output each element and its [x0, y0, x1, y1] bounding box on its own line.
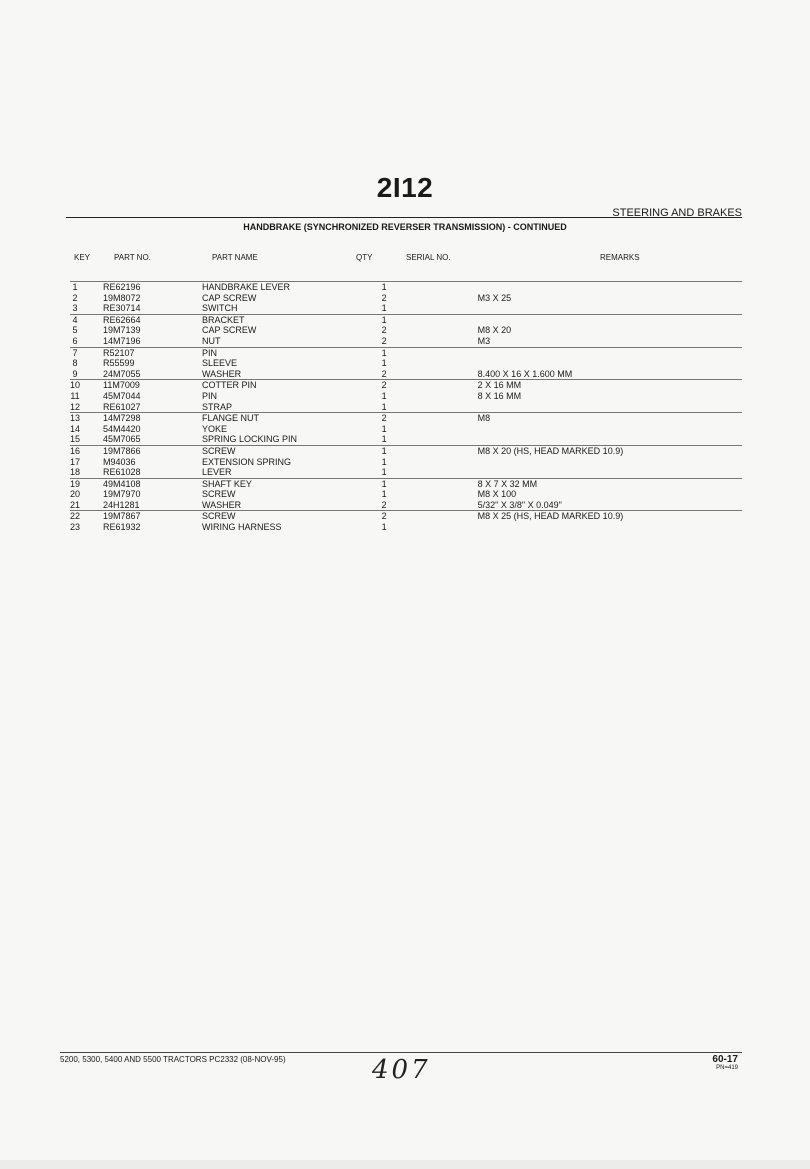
- cell-serial: [390, 314, 478, 325]
- cell-part-no: 19M7867: [80, 511, 202, 522]
- cell-remarks: M8 X 100: [477, 489, 517, 500]
- column-header-part-no: PART NO.: [114, 253, 151, 262]
- cell-serial: [390, 489, 478, 500]
- cell-remarks: [478, 402, 742, 413]
- cell-qty: 2: [381, 292, 387, 303]
- cell-serial: [390, 413, 478, 424]
- cell-name: SHAFT KEY: [202, 478, 378, 489]
- table-row: [70, 500, 742, 511]
- cell-part-no: M94036: [103, 456, 136, 467]
- cell-remarks: [478, 522, 742, 533]
- table-row: [70, 369, 742, 380]
- table-row: [70, 336, 742, 347]
- table-row: [70, 391, 742, 402]
- cell-qty: 1: [381, 423, 387, 434]
- table-row: [70, 489, 742, 500]
- table-row: [70, 478, 742, 489]
- table-row: [70, 457, 742, 468]
- table-row: [70, 303, 742, 314]
- cell-key: 5: [72, 325, 78, 336]
- cell-key: 3: [72, 303, 78, 314]
- cell-key: 14: [70, 423, 81, 434]
- cell-key: 22: [70, 511, 81, 522]
- cell-part-no: 19M7970: [103, 489, 141, 500]
- cell-serial: [390, 325, 478, 336]
- cell-key: 2: [72, 292, 78, 303]
- cell-serial: [390, 293, 478, 304]
- cell-qty: 2: [378, 511, 389, 522]
- header-rule: [66, 217, 742, 218]
- cell-key: 11: [70, 390, 80, 401]
- cell-qty: 2: [381, 335, 387, 346]
- cell-remarks: M3: [477, 335, 491, 346]
- cell-key: 21: [70, 499, 81, 510]
- cell-part-no: RE61027: [103, 401, 141, 412]
- cell-key: 23: [70, 522, 81, 533]
- column-header-part-name: PART NAME: [212, 253, 258, 262]
- cell-name: SCREW: [202, 489, 236, 500]
- cell-serial: [390, 369, 478, 380]
- cell-name: STRAP: [202, 401, 233, 412]
- cell-serial: [390, 445, 478, 456]
- cell-key: 18: [70, 467, 81, 478]
- cell-part-no: RE62196: [80, 282, 202, 293]
- table-row: [70, 402, 742, 413]
- scan-edge: [0, 1160, 810, 1169]
- cell-name: HANDBRAKE LEVER: [202, 282, 378, 293]
- table-row: [70, 293, 742, 304]
- cell-remarks: [478, 347, 742, 358]
- cell-serial: [390, 358, 478, 369]
- cell-part-no: 19M7866: [80, 445, 202, 456]
- handwritten-page-number: 407: [372, 1055, 431, 1085]
- cell-serial: [390, 282, 478, 293]
- cell-serial: [390, 424, 478, 435]
- cell-remarks: 8 X 7 X 32 MM: [478, 478, 742, 489]
- cell-name: PIN: [202, 347, 378, 358]
- cell-key: 16: [70, 445, 81, 456]
- pn-number: PN=419: [716, 1065, 738, 1071]
- cell-part-no: 49M4108: [80, 478, 202, 489]
- cell-name: BRACKET: [202, 314, 378, 325]
- cell-remarks: 2 X 16 MM: [478, 380, 742, 391]
- cell-remarks: 8 X 16 MM: [477, 390, 522, 401]
- cell-remarks: M8: [478, 413, 742, 424]
- cell-qty: 1: [381, 522, 387, 533]
- cell-qty: 1: [381, 390, 387, 401]
- section-number: 2I12: [376, 172, 434, 203]
- cell-name: SWITCH: [202, 303, 238, 314]
- table-row: [70, 347, 742, 358]
- footer-rule: [60, 1052, 742, 1053]
- cell-qty: 2: [378, 413, 389, 424]
- cell-part-no: RE62664: [80, 314, 202, 325]
- cell-qty: 1: [381, 434, 387, 445]
- cell-part-no: 45M7044: [103, 390, 141, 401]
- cell-name: SCREW: [202, 445, 378, 456]
- table-row: [70, 424, 742, 435]
- cell-remarks: M8 X 20 (HS, HEAD MARKED 10.9): [478, 445, 742, 456]
- cell-key: 15: [70, 434, 81, 445]
- table-row: [70, 467, 742, 478]
- cell-serial: [390, 478, 478, 489]
- cell-name: WASHER: [202, 368, 242, 379]
- cell-remarks: [478, 303, 742, 314]
- section-title: STEERING AND BRAKES: [612, 207, 742, 219]
- cell-key: 8: [72, 358, 78, 369]
- table-row: [70, 522, 742, 533]
- page-number: 60-17: [712, 1054, 738, 1065]
- cell-part-no: R55599: [103, 358, 135, 369]
- cell-qty: 1: [378, 347, 389, 358]
- cell-remarks: M8 X 20: [477, 325, 512, 336]
- cell-name: COTTER PIN: [202, 380, 378, 391]
- cell-key: 10: [70, 380, 81, 391]
- cell-name: SPRING LOCKING PIN: [202, 434, 298, 445]
- cell-remarks: [478, 358, 742, 369]
- parts-table: [70, 281, 742, 533]
- table-row: [70, 380, 742, 391]
- cell-name: EXTENSION SPRING: [202, 456, 292, 467]
- cell-part-no: RE61932: [103, 522, 141, 533]
- cell-serial: [390, 336, 478, 347]
- cell-name: YOKE: [202, 423, 228, 434]
- column-header-serial-no: SERIAL NO.: [406, 253, 451, 262]
- cell-qty: 2: [381, 325, 387, 336]
- cell-serial: [390, 511, 478, 522]
- cell-remarks: 8.400 X 16 X 1.600 MM: [477, 368, 573, 379]
- cell-name: NUT: [202, 335, 221, 346]
- cell-remarks: [478, 457, 742, 468]
- cell-key: 4: [70, 314, 80, 325]
- cell-key: 13: [70, 413, 81, 424]
- cell-qty: 1: [381, 358, 387, 369]
- cell-key: 12: [70, 401, 81, 412]
- table-row: [70, 314, 742, 325]
- cell-key: 20: [70, 489, 81, 500]
- cell-serial: [390, 391, 478, 402]
- table-row: [70, 434, 742, 445]
- cell-serial: [390, 303, 478, 314]
- cell-qty: 1: [378, 314, 389, 325]
- cell-remarks: [478, 282, 742, 293]
- cell-name: WASHER: [202, 499, 242, 510]
- cell-qty: 1: [378, 478, 389, 489]
- column-header-key: KEY: [74, 253, 91, 262]
- cell-part-no: 14M7196: [103, 335, 141, 346]
- cell-part-no: 19M8072: [103, 292, 141, 303]
- cell-serial: [390, 467, 478, 478]
- cell-part-no: 54M4420: [103, 423, 141, 434]
- cell-part-no: 24H1281: [103, 499, 140, 510]
- cell-remarks: M3 X 25: [477, 292, 512, 303]
- table-row: [70, 511, 742, 522]
- cell-name: FLANGE NUT: [202, 413, 378, 424]
- cell-serial: [390, 380, 478, 391]
- cell-key: 19: [70, 478, 81, 489]
- table-row: [70, 282, 742, 293]
- cell-qty: 2: [381, 499, 387, 510]
- cell-part-no: 45M7065: [103, 434, 141, 445]
- cell-key: 17: [70, 456, 81, 467]
- cell-name: SCREW: [202, 511, 378, 522]
- cell-part-no: 24M7055: [103, 368, 141, 379]
- cell-serial: [390, 457, 478, 468]
- table-row: [70, 358, 742, 369]
- cell-part-no: R52107: [80, 347, 202, 358]
- cell-part-no: 14M7298: [80, 413, 202, 424]
- cell-name: CAP SCREW: [202, 292, 257, 303]
- cell-key: 9: [72, 368, 78, 379]
- cell-remarks: 5/32" X 3/8" X 0.049": [477, 499, 562, 510]
- cell-remarks: [478, 434, 742, 445]
- cell-part-no: RE30714: [103, 303, 141, 314]
- cell-remarks: [478, 467, 742, 478]
- cell-serial: [390, 434, 478, 445]
- cell-qty: 1: [378, 445, 389, 456]
- cell-qty: 2: [378, 380, 389, 391]
- cell-key: 1: [70, 282, 80, 293]
- cell-qty: 1: [381, 467, 387, 478]
- cell-serial: [390, 402, 478, 413]
- column-header-qty: QTY: [356, 253, 373, 262]
- cell-serial: [390, 347, 478, 358]
- table-row: [70, 413, 742, 424]
- cell-name: LEVER: [202, 467, 232, 478]
- cell-name: PIN: [202, 390, 218, 401]
- cell-qty: 1: [381, 401, 387, 412]
- cell-key: 6: [72, 335, 78, 346]
- column-header-remarks: REMARKS: [600, 253, 640, 262]
- cell-qty: 1: [378, 282, 389, 293]
- cell-serial: [390, 500, 478, 511]
- cell-name: CAP SCREW: [202, 325, 257, 336]
- cell-name: WIRING HARNESS: [202, 522, 282, 533]
- publication-info: 5200, 5300, 5400 AND 5500 TRACTORS PC2332 (08-NOV-95): [60, 1055, 286, 1064]
- page-subtitle: HANDBRAKE (SYNCHRONIZED REVERSER TRANSMISSION) - CONTINUED: [243, 222, 567, 232]
- cell-part-no: 11M7009: [80, 380, 202, 391]
- cell-qty: 1: [381, 489, 387, 500]
- cell-qty: 1: [381, 303, 387, 314]
- cell-key: 7: [70, 347, 80, 358]
- cell-remarks: [478, 424, 742, 435]
- cell-remarks: [478, 314, 742, 325]
- cell-part-no: 19M7139: [103, 325, 141, 336]
- cell-name: SLEEVE: [202, 358, 238, 369]
- cell-serial: [390, 522, 478, 533]
- cell-remarks: M8 X 25 (HS, HEAD MARKED 10.9): [478, 511, 742, 522]
- cell-part-no: RE61028: [103, 467, 141, 478]
- cell-qty: 2: [381, 368, 387, 379]
- table-row: [70, 325, 742, 336]
- table-row: [70, 445, 742, 456]
- cell-qty: 1: [381, 456, 387, 467]
